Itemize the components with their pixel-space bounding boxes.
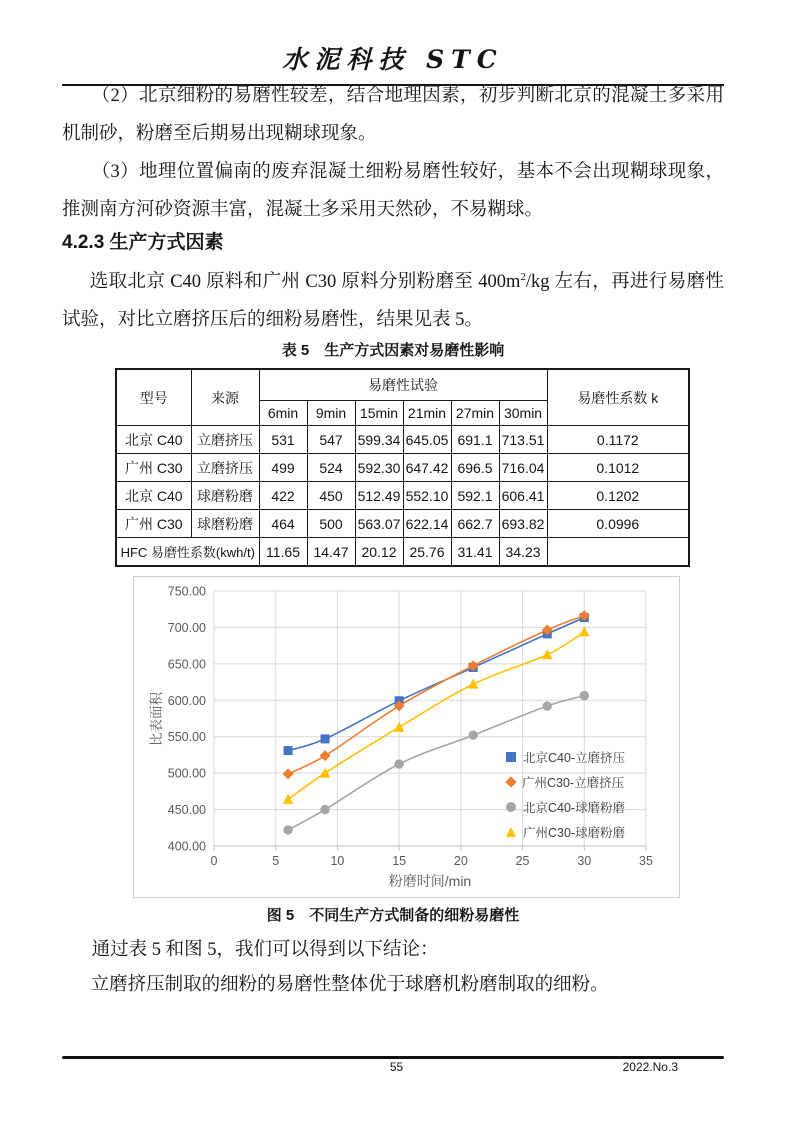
legend-item (506, 794, 625, 819)
chart-plot-area (134, 577, 679, 897)
y-tick-label: 450.00 (167, 803, 206, 818)
x-tick-label: 35 (639, 854, 653, 868)
table-caption: 表 5 生产方式因素对易磨性影响 (281, 342, 505, 359)
header-time: 15min (355, 401, 403, 426)
y-tick-label: 500.00 (167, 766, 206, 781)
data-marker-diamond (320, 750, 331, 761)
cell-k: 0.1012 (547, 454, 689, 482)
cell-value: 713.51 (499, 426, 547, 454)
data-marker-triangle (579, 626, 589, 636)
cell-value: 691.1 (451, 426, 499, 454)
legend-marker-circle-icon (506, 802, 516, 812)
cell-value: 450 (307, 482, 355, 510)
x-tick-label: 25 (515, 854, 530, 868)
header-coefficient-k: 易磨性系数 k (547, 369, 689, 426)
cell-value: 31.41 (451, 538, 499, 567)
cell-value: 662.7 (451, 510, 499, 538)
series-line-square (288, 618, 584, 751)
data-marker-square (321, 734, 330, 743)
paragraph-2: （2）北京细粉的易磨性较差，结合地理因素，初步判断北京的混凝土多采用机制砂，粉磨至后期易出现糊球现象。 (62, 86, 724, 144)
legend-marker-triangle-icon (506, 827, 516, 837)
data-marker-diamond (283, 768, 294, 779)
y-tick-label: 750.00 (167, 584, 206, 599)
cell-value: 524 (307, 454, 355, 482)
conclusion-line-1: 立磨挤压制取的细粉的易磨性整体优于球磨机粉磨制取的细粉。 (90, 975, 609, 995)
cell-model: 广州 C30 (116, 510, 191, 538)
footer-rule (62, 1056, 724, 1059)
cell-value: 499 (259, 454, 307, 482)
y-tick-label: 400.00 (167, 839, 206, 854)
figure-5-chart (133, 576, 680, 898)
data-marker-circle (394, 759, 403, 768)
y-tick-label: 600.00 (167, 693, 206, 708)
y-tick-label: 550.00 (167, 730, 206, 745)
cell-value: 512.49 (355, 482, 403, 510)
data-marker-square (284, 746, 293, 755)
data-marker-circle (580, 691, 589, 700)
table-row-hfc (116, 538, 689, 567)
cell-value: 422 (259, 482, 307, 510)
data-marker-circle (543, 701, 552, 710)
cell-value: 552.10 (403, 482, 451, 510)
cell-value: 464 (259, 510, 307, 538)
cell-source: 立磨挤压 (191, 454, 259, 482)
table-5-grindability (115, 368, 690, 567)
table-row (116, 426, 689, 454)
cell-model: 北京 C40 (116, 426, 191, 454)
legend-label: 北京C40-立磨挤压 (523, 750, 626, 765)
data-marker-circle (320, 805, 329, 814)
legend-label: 广州C30-立磨挤压 (522, 775, 625, 790)
legend-item (506, 769, 625, 794)
cell-source: 球磨粉磨 (191, 510, 259, 538)
legend-item (506, 744, 625, 769)
data-marker-circle (469, 730, 478, 739)
header-time: 30min (499, 401, 547, 426)
cell-k: 0.0996 (547, 510, 689, 538)
superscript-2: 2 (520, 271, 526, 283)
legend-item (506, 819, 625, 844)
table-row (116, 454, 689, 482)
x-tick-label: 30 (577, 854, 592, 868)
y-tick-label: 700.00 (167, 620, 206, 635)
cell-model: 北京 C40 (116, 482, 191, 510)
cell-value: 606.41 (499, 482, 547, 510)
cell-hfc-label: HFC 易磨性系数(kwh/t) (116, 538, 259, 567)
conclusion-intro: 通过表 5 和图 5，我们可以得到以下结论： (91, 940, 439, 960)
header-model: 型号 (116, 369, 191, 426)
x-tick-label: 20 (453, 854, 468, 868)
journal-title: 水泥科技 STC (282, 45, 504, 74)
data-marker-triangle (394, 722, 404, 732)
cell-k: 0.1172 (547, 426, 689, 454)
cell-value: 592.1 (451, 482, 499, 510)
cell-value: 547 (307, 426, 355, 454)
x-tick-label: 15 (392, 854, 407, 868)
data-marker-triangle (320, 768, 330, 778)
cell-value: 531 (259, 426, 307, 454)
cell-value: 599.34 (355, 426, 403, 454)
cell-value: 696.5 (451, 454, 499, 482)
cell-value: 500 (307, 510, 355, 538)
paragraph-4 (62, 258, 724, 339)
y-tick-label: 650.00 (167, 657, 206, 672)
x-tick-label: 10 (330, 854, 345, 868)
cell-value: 563.07 (355, 510, 403, 538)
table-row (116, 482, 689, 510)
cell-value: 34.23 (499, 538, 547, 567)
cell-source: 球磨粉磨 (191, 482, 259, 510)
cell-value: 645.05 (403, 426, 451, 454)
section-heading: 4.2.3 生产方式因素 (62, 232, 224, 253)
paragraph-3: （3）地理位置偏南的废弃混凝土细粉易磨性较好，基本不会出现糊球现象，推测南方河砂资源丰富，混凝土多采用天然砂，不易糊球。 (62, 162, 724, 220)
cell-value: 14.47 (307, 538, 355, 567)
cell-model: 广州 C30 (116, 454, 191, 482)
legend-marker-square-icon (506, 752, 516, 762)
y-axis-title: 比表面积 (149, 692, 164, 746)
issue-label: 2022.No.3 (622, 1060, 678, 1074)
legend-label: 北京C40-球磨粉磨 (523, 800, 626, 815)
cell-value: 647.42 (403, 454, 451, 482)
x-tick-label: 0 (210, 854, 218, 868)
cell-value: 20.12 (355, 538, 403, 567)
page-number: 55 (389, 1060, 404, 1074)
x-tick-label: 5 (272, 854, 280, 868)
header-time: 21min (403, 401, 451, 426)
paragraph-4-text: 选取北京 C40 原料和广州 C30 原料分别粉磨至 400m (89, 272, 521, 293)
cell-value: 716.04 (499, 454, 547, 482)
legend-marker-diamond-icon (505, 776, 516, 787)
cell-value: 693.82 (499, 510, 547, 538)
header-source: 来源 (191, 369, 259, 426)
data-marker-triangle (542, 649, 552, 659)
table-row (116, 510, 689, 538)
figure-caption: 图 5 不同生产方式制备的细粉易磨性 (266, 907, 520, 924)
data-marker-circle (283, 825, 292, 834)
cell-value: 25.76 (403, 538, 451, 567)
data-marker-triangle (468, 679, 478, 689)
header-time: 27min (451, 401, 499, 426)
paragraph-4-text-cont: /kg 左右，再进行易磨性试验，对比立磨挤压后的细粉易磨性，结果见表 5。 (62, 272, 724, 331)
cell-k-empty (547, 538, 689, 567)
header-grindability-test: 易磨性试验 (259, 369, 547, 401)
cell-value: 622.14 (403, 510, 451, 538)
data-marker-triangle (283, 794, 293, 804)
chart-legend (506, 744, 625, 844)
cell-source: 立磨挤压 (191, 426, 259, 454)
cell-value: 592.30 (355, 454, 403, 482)
header-time: 9min (307, 401, 355, 426)
cell-value: 11.65 (259, 538, 307, 567)
header-time: 6min (259, 401, 307, 426)
cell-k: 0.1202 (547, 482, 689, 510)
x-axis-title: 粉磨时间/min (388, 873, 472, 889)
legend-label: 广州C30-球磨粉磨 (523, 825, 626, 840)
